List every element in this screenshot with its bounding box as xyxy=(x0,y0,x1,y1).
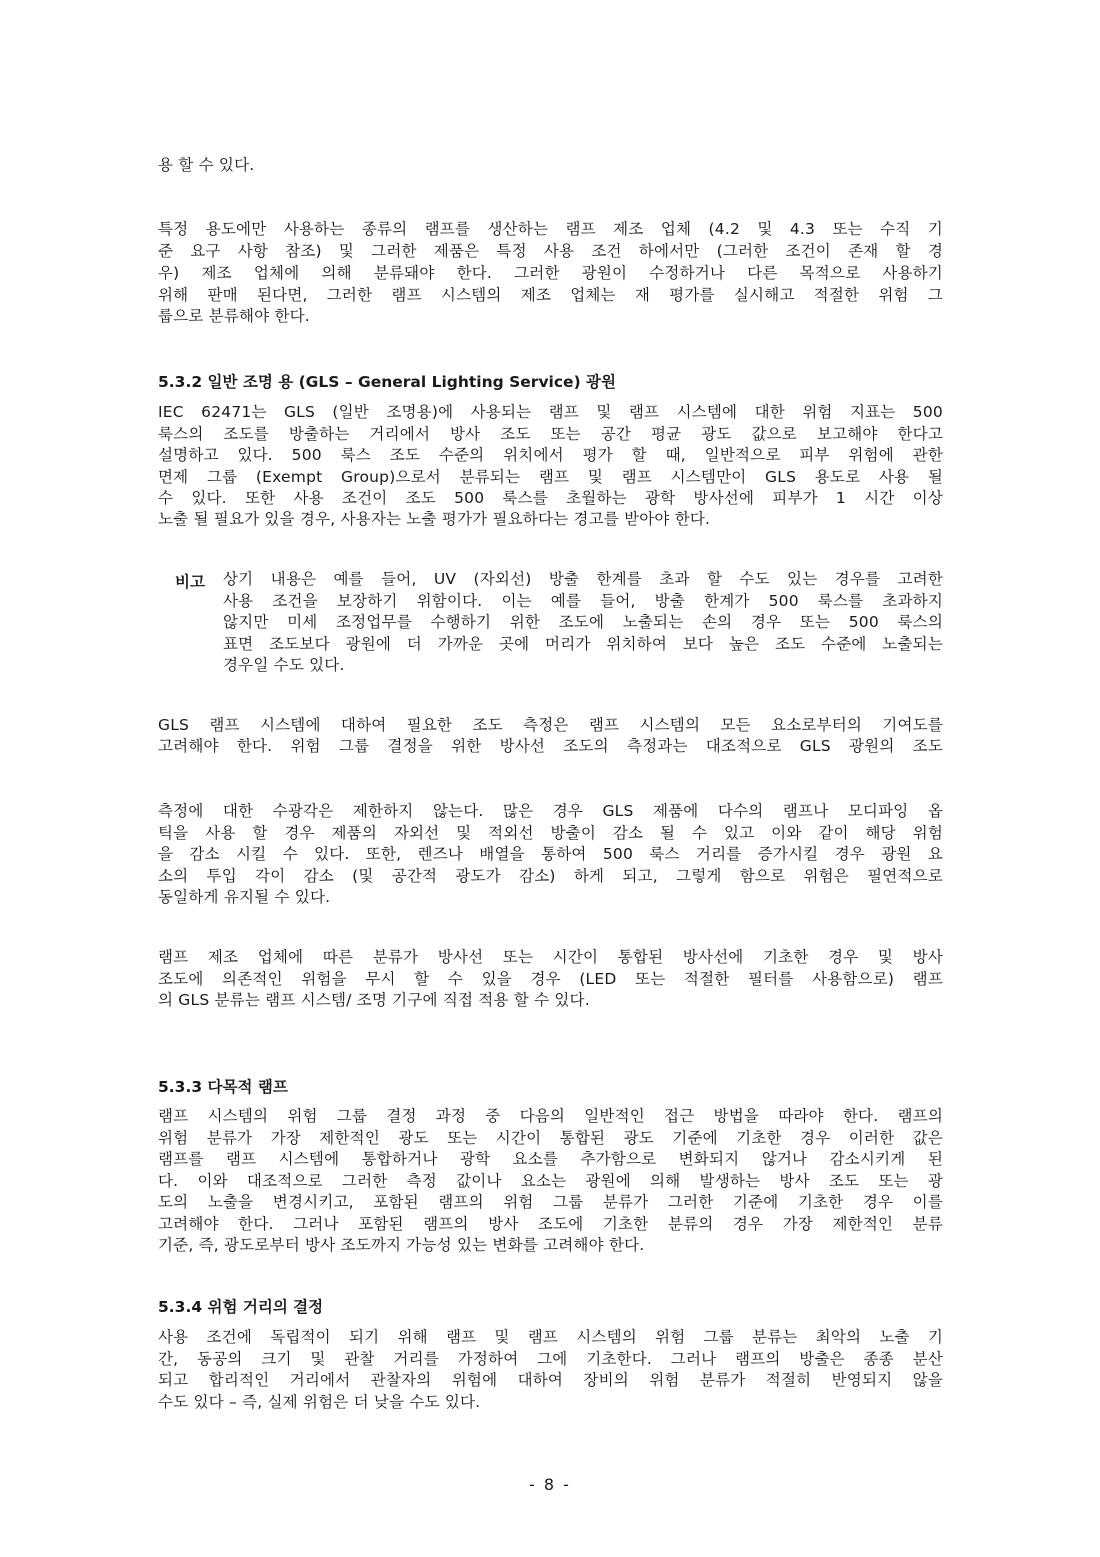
paragraph-line: 램프 제조 업체에 따른 분류가 방사선 또는 시간이 통합된 방사선에 기초한 경우 및 방사 xyxy=(158,948,943,966)
note-label: 비고 xyxy=(175,573,205,591)
section-heading-5-3-2: 5.3.2 일반 조명 용 (GLS – General Lighting Service) 광원 xyxy=(158,373,616,391)
section-heading-5-3-4: 5.3.4 위험 거리의 결정 xyxy=(158,1298,324,1316)
paragraph-line: 기준, 즉, 광도로부터 방사 조도까지 가능성 있는 변화를 고려해야 한다. xyxy=(158,1236,645,1254)
paragraph-line: 소의 투입 각이 감소 (및 공간적 광도가 감소) 하게 되고, 그렇게 함으로 위험은 필연적으로 xyxy=(158,867,943,885)
paragraph-line: 측정에 대한 수광각은 제한하지 않는다. 많은 경우 GLS 제품에 다수의 램프나 모디파잉 옵 xyxy=(158,802,943,820)
paragraph-line: 특정 용도에만 사용하는 종류의 램프를 생산하는 램프 제조 업체 (4.2 및 4.3 또는 수직 기 xyxy=(158,220,943,238)
paragraph-line: 의 GLS 분류는 램프 시스템/ 조명 기구에 직접 적용 할 수 있다. xyxy=(158,991,590,1009)
paragraph-line: 우) 제조 업체에 의해 분류돼야 한다. 그러한 광원이 수정하거나 다른 목적으로 사용하기 xyxy=(158,264,943,282)
paragraph-line: 램프를 램프 시스템에 통합하거나 광학 요소를 추가함으로 변화되지 않거나 감소시키게 된 xyxy=(158,1150,943,1168)
paragraph-line: 고려해야 한다. 위험 그룹 결정을 위한 방사선 조도의 측정과는 대조적으로 GLS 광원의 조도 xyxy=(158,737,943,755)
paragraph-line: 준 요구 사항 참조) 및 그러한 제품은 특정 사용 조건 하에서만 (그러한 조건이 존재 할 경 xyxy=(158,242,943,260)
paragraph-line: 사용 조건에 독립적이 되기 위해 램프 및 램프 시스템의 위험 그룹 분류는 최악의 노출 기 xyxy=(158,1328,943,1346)
note-line: 경우일 수도 있다. xyxy=(223,656,345,674)
paragraph-line: 을 감소 시킬 수 있다. 또한, 렌즈나 배열을 통하여 500 룩스 거리를 증가시킬 경우 광원 요 xyxy=(158,845,943,863)
note-line: 표면 조도보다 광원에 더 가까운 곳에 머리가 위치하여 보다 높은 조도 수준에 노출되는 xyxy=(223,635,943,653)
paragraph-line: 조도에 의존적인 위험을 무시 할 수 있을 경우 (LED 또는 적절한 필터를 사용함으로) 램프 xyxy=(158,970,943,988)
paragraph-line: 설명하고 있다. 500 룩스 조도 수준의 위치에서 평가 할 때, 일반적으로 피부 위험에 관한 xyxy=(158,446,943,464)
paragraph-line: 룩스의 조도를 방출하는 거리에서 방사 조도 또는 공간 평균 광도 값으로 보고해야 한다고 xyxy=(158,425,943,443)
paragraph-line: 다. 이와 대조적으로 그러한 측정 값이나 요소는 광원에 의해 발생하는 방사 조도 또는 광 xyxy=(158,1172,943,1190)
paragraph-line: 수도 있다 – 즉, 실제 위험은 더 낮을 수도 있다. xyxy=(158,1393,481,1411)
paragraph-line: 틱을 사용 할 경우 제품의 자외선 및 적외선 방출이 감소 될 수 있고 이와 같이 해당 위험 xyxy=(158,824,943,842)
paragraph-line: 도의 노출을 변경시키고, 포함된 램프의 위험 그룹 분류가 그러한 기준에 기초한 경우 이를 xyxy=(158,1193,943,1211)
intro-tail-line: 용 할 수 있다. xyxy=(158,156,255,174)
paragraph-line: 동일하게 유지될 수 있다. xyxy=(158,888,331,906)
paragraph-line: 위험 분류가 가장 제한적인 광도 또는 시간이 통합된 광도 기준에 기초한 경우 이러한 값은 xyxy=(158,1129,943,1147)
paragraph-line: 노출 될 필요가 있을 경우, 사용자는 노출 평가가 필요하다는 경고를 받아야 한다. xyxy=(158,510,711,528)
note-line: 상기 내용은 예를 들어, UV (자외선) 방출 한계를 초과 할 수도 있는 경우를 고려한 xyxy=(223,570,943,588)
note-line: 않지만 미세 조정업무를 수행하기 위한 조도에 노출되는 손의 경우 또는 500 룩스의 xyxy=(223,613,943,631)
paragraph-line: 램프 시스템의 위험 그룹 결정 과정 중 다음의 일반적인 접근 방법을 따라야 한다. 램프의 xyxy=(158,1107,943,1125)
paragraph-line: GLS 램프 시스템에 대하여 필요한 조도 측정은 램프 시스템의 모든 요소로부터의 기여도를 xyxy=(158,716,943,734)
section-heading-5-3-3: 5.3.3 다목적 램프 xyxy=(158,1078,288,1096)
paragraph-line: 위해 판매 된다면, 그러한 램프 시스템의 제조 업체는 재 평가를 실시해고 적절한 위험 그 xyxy=(158,286,943,304)
page-number: - 8 - xyxy=(529,1475,571,1494)
paragraph-line: 면제 그룹 (Exempt Group)으로서 분류되는 램프 및 램프 시스템만이 GLS 용도로 사용 될 xyxy=(158,468,943,486)
paragraph-line: 되고 합리적인 거리에서 관찰자의 위험에 대하여 장비의 위험 분류가 적절히 반영되지 않을 xyxy=(158,1371,943,1389)
paragraph-line: 수 있다. 또한 사용 조건이 조도 500 룩스를 초월하는 광학 방사선에 피부가 1 시간 이상 xyxy=(158,489,943,507)
paragraph-line: IEC 62471는 GLS (일반 조명용)에 사용되는 램프 및 램프 시스템에 대한 위험 지표는 500 xyxy=(158,403,943,421)
paragraph-line: 고려해야 한다. 그러나 포함된 램프의 방사 조도에 기초한 분류의 경우 가장 제한적인 분류 xyxy=(158,1215,943,1233)
paragraph-line: 룹으로 분류해야 한다. xyxy=(158,307,310,325)
paragraph-line: 간, 동공의 크기 및 관찰 거리를 가정하여 그에 기초한다. 그러나 램프의 방출은 종종 분산 xyxy=(158,1350,943,1368)
note-line: 사용 조건을 보장하기 위함이다. 이는 예를 들어, 방출 한계가 500 룩스를 초과하지 xyxy=(223,592,943,610)
